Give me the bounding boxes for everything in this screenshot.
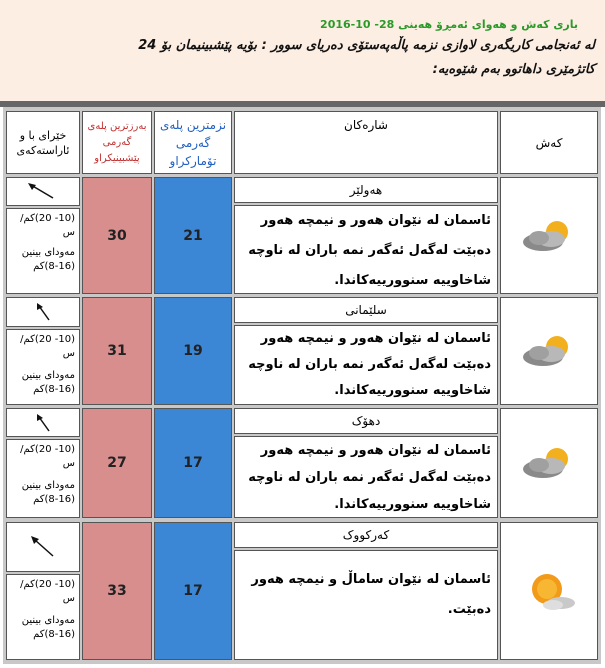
wind-speed-cell xyxy=(6,574,80,660)
max-temp-cell: 27 xyxy=(82,408,152,518)
max-temp-cell: 30 xyxy=(82,177,152,294)
min-temp-cell: 17 xyxy=(154,408,232,518)
max-temp-cell: 33 xyxy=(82,522,152,660)
wind-speed-cell xyxy=(6,208,80,294)
wind-arrow-icon xyxy=(23,180,63,204)
report-intro-line-2: کاتژمێری داهاتوو بەم شێوەیە: xyxy=(432,62,595,77)
wind-direction-cell xyxy=(6,177,80,206)
wind-arrow-icon xyxy=(23,411,63,435)
visibility-value: (8-16)کم xyxy=(33,629,75,640)
city-name: سلێمانی xyxy=(234,297,498,323)
visibility-label: مەودای بینین xyxy=(21,370,75,381)
wind-speed-cell xyxy=(6,439,80,518)
report-date: باری کەش و هەوای ئەمڕۆ هەینی 28- 10-2016 xyxy=(320,18,578,31)
forecast-description: ئاسمان لە نێوان ساماڵ و نیمچە هەور دەبێت. xyxy=(234,550,498,660)
partly-cloudy-icon xyxy=(517,331,581,371)
weather-icon-cell xyxy=(500,177,598,294)
weather-icon-cell xyxy=(500,297,598,405)
report-intro-line-1: لە ئەنجامی کاریگەری لاوازی نزمە پاڵەپەستۆی دەریای سوور : بۆیە پێشبینیمان بۆ 24 xyxy=(138,38,595,53)
partly-cloudy-icon xyxy=(517,216,581,256)
sun-cloud-icon xyxy=(517,569,581,613)
col-header-wind: خێرای با و ئاراستەکەی xyxy=(6,111,80,174)
wind-speed-cell xyxy=(6,329,80,405)
weather-icon-cell xyxy=(500,408,598,518)
wind-direction-cell xyxy=(6,522,80,572)
visibility-label: مەودای بینین xyxy=(21,615,75,626)
visibility-label: مەودای بینین xyxy=(21,247,75,258)
city-name: دهۆک xyxy=(234,408,498,434)
visibility-value: (8-16)کم xyxy=(33,384,75,395)
partly-cloudy-icon xyxy=(517,443,581,483)
wind-direction-cell xyxy=(6,408,80,437)
wind-speed: (10- 20)کم/س xyxy=(20,444,75,469)
wind-direction-cell xyxy=(6,297,80,327)
col-header-min-temp: نزمترین پلەی گەرمی تۆمارکراو xyxy=(154,111,232,174)
wind-speed: (10- 20)کم/س xyxy=(20,213,75,238)
col-header-max-temp: بەرزترین پلەی گەرمی پێشبینیکراو xyxy=(82,111,152,174)
min-temp-cell: 21 xyxy=(154,177,232,294)
city-name: هەولێر xyxy=(234,177,498,203)
forecast-description: ئاسمان لە نێوان هەور و نیمچە هەور دەبێت لەگەل ئەگەر نمە باران لە ناوچە شاخاوییە سنوورییەکاندا. xyxy=(234,205,498,294)
col-header-cities: شارەکان xyxy=(234,111,498,174)
forecast-description: ئاسمان لە نێوان هەور و نیمچە هەور دەبێت لەگەل ئەگەر نمە باران لە ناوچە شاخاوییە سنوورییەکاندا. xyxy=(234,325,498,405)
weather-icon-cell xyxy=(500,522,598,660)
forecast-table xyxy=(3,107,601,664)
visibility-value: (8-16)کم xyxy=(33,494,75,505)
wind-arrow-icon xyxy=(23,532,63,562)
forecast-description: ئاسمان لە نێوان هەور و نیمچە هەور دەبێت لەگەل ئەگەر نمە باران لە ناوچە شاخاوییە سنوورییەکاندا. xyxy=(234,436,498,518)
city-name: کەرکووک xyxy=(234,522,498,548)
report-header xyxy=(0,0,605,101)
min-temp-cell: 17 xyxy=(154,522,232,660)
col-header-weather: کەش xyxy=(500,111,598,174)
wind-arrow-icon xyxy=(23,300,63,324)
wind-speed: (10- 20)کم/س xyxy=(20,579,75,604)
visibility-value: (8-16)کم xyxy=(33,261,75,272)
max-temp-cell: 31 xyxy=(82,297,152,405)
visibility-label: مەودای بینین xyxy=(21,480,75,491)
wind-speed: (10- 20)کم/س xyxy=(20,334,75,359)
min-temp-cell: 19 xyxy=(154,297,232,405)
